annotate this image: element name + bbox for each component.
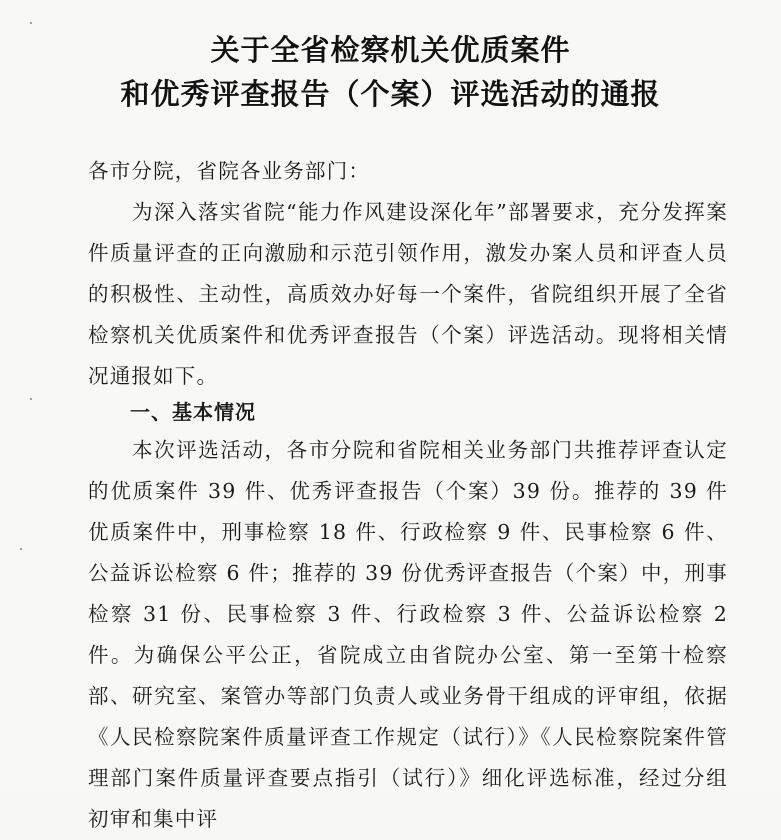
basic-situation-paragraph: 本次评选活动，各市分院和省院相关业务部门共推荐评查认定的优质案件 39 件、优秀评查报告（个案）39 份。推荐的 39 件优质案件中，刑事检察 18 件、行政检察 9 件、民事检察 6 件、公益诉讼检察 6 件；推荐的 39 份优秀评查报告（个案）中，刑事检察 31 份、民事检察 3 件、行政检察 3 件、公益诉讼检察 2 件。为确保公平公正，省院成立由省院办公室、第一至第十检察部、研究室、案管办等部门负责人或业务骨干组成的评审组，依据《人民检察院案件质量评查工作规定（试行）》《人民检察院案件管理部门案件质量评查要点指引（试行）》细化评选标准，经过分组初审和集中评 bbox=[88, 438, 728, 831]
salutation: 各市分院，省院各业务部门： bbox=[88, 159, 371, 183]
scan-speck bbox=[30, 22, 32, 24]
document-title-line1: 关于全省检察机关优质案件 bbox=[210, 33, 571, 67]
document-title-line2: 和优秀评查报告（个案）评选活动的通报 bbox=[120, 77, 661, 111]
section-heading-basic-situation: 一、基本情况 bbox=[130, 400, 256, 424]
scan-speck bbox=[20, 548, 22, 550]
intro-paragraph: 为深入落实省院“能力作风建设深化年”部署要求，充分发挥案件质量评查的正向激励和示范引领作用，激发办案人员和评查人员的积极性、主动性，高质效办好每一个案件，省院组织开展了全省检察机关优质案件和优秀评查报告（个案）评选活动。现将相关情况通报如下。 bbox=[88, 200, 728, 388]
scan-speck bbox=[30, 398, 32, 400]
